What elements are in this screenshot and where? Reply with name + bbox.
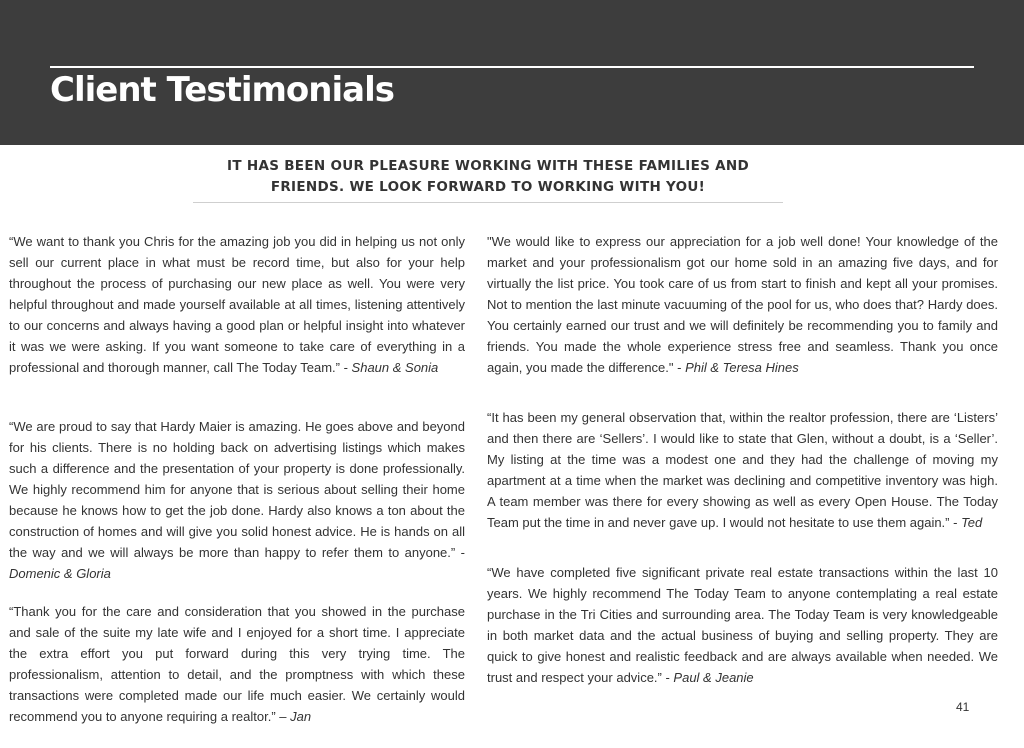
testimonial-phil-teresa xyxy=(487,231,998,378)
testimonial-paul-jeanie xyxy=(487,562,998,688)
header-rule xyxy=(50,66,974,68)
testimonial-author: Shaun & Sonia xyxy=(351,360,439,375)
subheading-divider xyxy=(193,202,783,203)
testimonial-author: Phil & Teresa Hines xyxy=(685,360,799,375)
testimonial-quote: “Thank you for the care and consideration that you showed in the purchase and sale of the suite my late wife and I enjoyed for a short time. I appreciate the extra effort you put forward during this very trying time. The professionalism, attention to detail, and the promptness with which these transactions were completed made our life much easier. We certainly would recommend you to anyone requiring a realtor.” – xyxy=(9,604,465,724)
testimonial-domenic-gloria xyxy=(9,416,465,584)
subheading: IT HAS BEEN OUR PLEASURE WORKING WITH THESE FAMILIES AND FRIENDS. WE LOOK FORWARD TO WORKING WITH YOU! xyxy=(227,158,749,195)
testimonial-author: Jan xyxy=(290,709,312,724)
testimonial-author: Domenic & Gloria xyxy=(9,566,111,581)
testimonial-author: Ted xyxy=(961,515,983,530)
testimonial-ted xyxy=(487,407,998,533)
testimonial-quote: "We would like to express our appreciation for a job well done! Your knowledge of the market and your professionalism got our home sold in an amazing five days, and for virtually the list price. You took care of us from start to finish and kept all your promises. Not to mention the last minute vacuuming of the pool for us, who does that? Hardy does. You certainly earned our trust and we will definitely be recommending you to family and friends. You made the whole experience stress free and seamless. Thank you once again, you made the difference." - xyxy=(487,234,998,375)
testimonial-shaun-sonia xyxy=(9,231,465,378)
header-banner xyxy=(0,0,1024,145)
page-title: Client Testimonials xyxy=(50,70,394,110)
testimonial-quote: “It has been my general observation that, within the realtor profession, there are ‘Listers’ and then there are ‘Sellers’. I would like to state that Glen, without a doubt, is a ‘Seller’. My listing at the time was a modest one and they had the challenge of moving my apartment at a time when the market was declining and competitive inventory was high. A team member was there for every showing as well as every Open House. The Today Team put the time in and never gave up. I would not hesitate to use them again.” - xyxy=(487,410,998,530)
testimonial-quote: “We want to thank you Chris for the amazing job you did in helping us not only sell our current place in what must be record time, but also for your help throughout the process of purchasing our new place as well. You were very helpful throughout and made yourself available at all times, listening attentively to our concerns and always having a good plan or helpful insight into whatever it was we were asking. If you want someone to take care of everything in a professional and thorough manner, call The Today Team.” - xyxy=(9,234,465,375)
page-number: 41 xyxy=(956,700,970,714)
testimonial-jan xyxy=(9,601,465,727)
testimonial-author: Paul & Jeanie xyxy=(673,670,754,685)
testimonial-quote: “We are proud to say that Hardy Maier is amazing. He goes above and beyond for his clients. There is no holding back on advertising listings which makes such a difference and the presentation of your property is done professionally. We highly recommend him for anyone that is serious about selling their home because he knows how to get the job done. Hardy also knows a ton about the construction of homes and will give you solid honest advice. He is hands on all the way and we will always be more than happy to refer them to anyone.” - xyxy=(9,419,465,560)
testimonial-quote: “We have completed five significant private real estate transactions within the last 10 years. We highly recommend The Today Team to anyone contemplating a real estate purchase in the Tri Cities and surrounding area. The Today Team is very knowledgeable in both market data and the actual business of buying and selling property. They are quick to give honest and realistic feedback and are always available when needed. We trust and respect your advice.” - xyxy=(487,565,998,685)
